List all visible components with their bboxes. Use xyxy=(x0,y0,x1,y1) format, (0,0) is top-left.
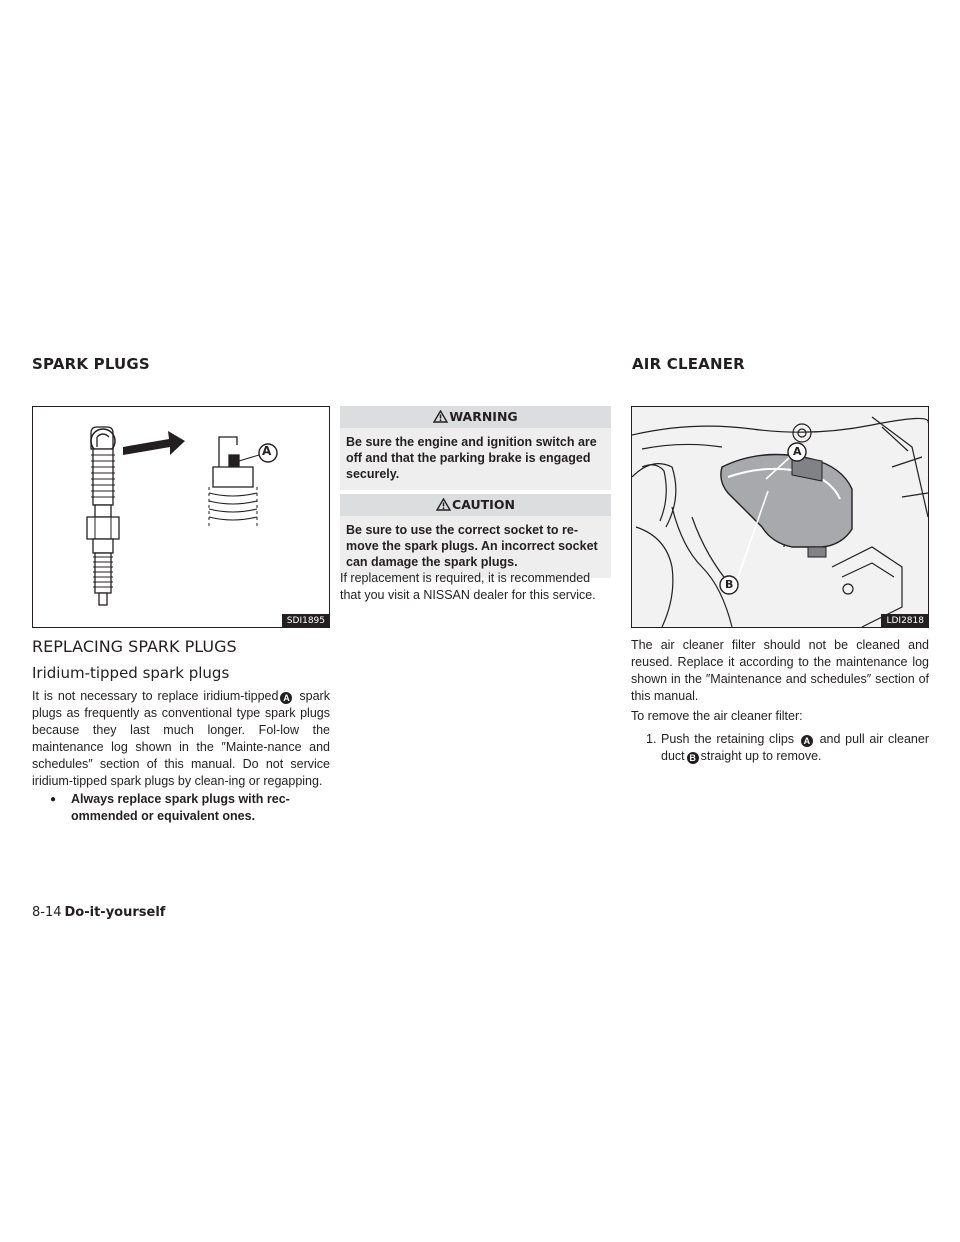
air-cleaner-illustration xyxy=(632,407,928,627)
caution-title: CAUTION xyxy=(452,497,515,512)
bullet-item xyxy=(50,791,330,825)
inline-callout-a: A xyxy=(280,692,292,704)
figure-label-ldi2818: LDI2818 xyxy=(881,614,928,627)
page-footer xyxy=(32,905,165,920)
spark-plug-illustration xyxy=(33,407,329,627)
bullet-text: Always replace spark plugs with rec-ommended or equivalent ones. xyxy=(71,792,290,823)
step-number: 1. xyxy=(646,732,657,746)
dealer-service-paragraph: If replacement is required, it is recommended that you visit a NISSAN dealer for this service. xyxy=(340,571,596,602)
air-cleaner-paragraph-2: To remove the air cleaner filter: xyxy=(631,709,803,723)
air-cleaner-paragraph-1: The air cleaner filter should not be cleaned and reused. Replace it according to the maintenance log shown in the ″Maintenance and schedules″ section of this manual. xyxy=(631,638,929,703)
section-title-air-cleaner: AIR CLEANER xyxy=(632,355,745,373)
heading-replacing-spark-plugs: REPLACING SPARK PLUGS xyxy=(32,637,237,656)
section-title-spark-plugs: SPARK PLUGS xyxy=(32,355,150,373)
figure-callout-a-duct: A xyxy=(793,445,802,458)
step-text-part-1: Push the retaining clips xyxy=(661,732,795,746)
paragraph-part-2: spark plugs as frequently as conventional type spark plugs because they last much longer. Fol-low the maintenance log shown in the ″Mainte-nance and schedules″ section of this manual. Do not service iridium-tipped spark plugs by clean-ing or regapping. xyxy=(32,689,330,788)
step-text-part-2: and pull air cleaner duct xyxy=(661,732,929,763)
caution-header xyxy=(340,494,611,516)
page-number: 8-14 xyxy=(32,905,62,920)
warning-title: WARNING xyxy=(449,409,518,424)
chapter-name: Do-it-yourself xyxy=(64,905,166,920)
figure-callout-a: A xyxy=(262,444,272,458)
figure-callout-b-duct: B xyxy=(725,578,734,591)
inline-callout-b-step: B xyxy=(687,752,699,764)
caution-triangle-icon xyxy=(436,498,451,511)
caution-box xyxy=(340,494,611,578)
warning-header xyxy=(340,406,611,428)
caution-text: Be sure to use the correct socket to re-move the spark plugs. An incorrect socket can damage the spark plugs. xyxy=(340,516,611,578)
paragraph-part-1: It is not necessary to replace iridium-tipped xyxy=(32,689,279,703)
warning-triangle-icon xyxy=(433,410,448,423)
spark-plug-figure xyxy=(32,406,330,628)
spark-plugs-paragraph xyxy=(32,688,330,790)
step-1 xyxy=(646,731,929,765)
warning-text: Be sure the engine and ignition switch are off and that the parking brake is engaged securely. xyxy=(340,428,611,490)
figure-label-sdi1895: SDI1895 xyxy=(282,614,329,627)
step-text xyxy=(661,731,929,765)
air-cleaner-figure xyxy=(631,406,929,628)
inline-callout-a-step: A xyxy=(801,735,813,747)
step-text-part-3: straight up to remove. xyxy=(700,749,822,763)
bullet-icon: ● xyxy=(50,794,57,805)
subheading-iridium-tipped: Iridium-tipped spark plugs xyxy=(32,664,230,682)
warning-box xyxy=(340,406,611,490)
